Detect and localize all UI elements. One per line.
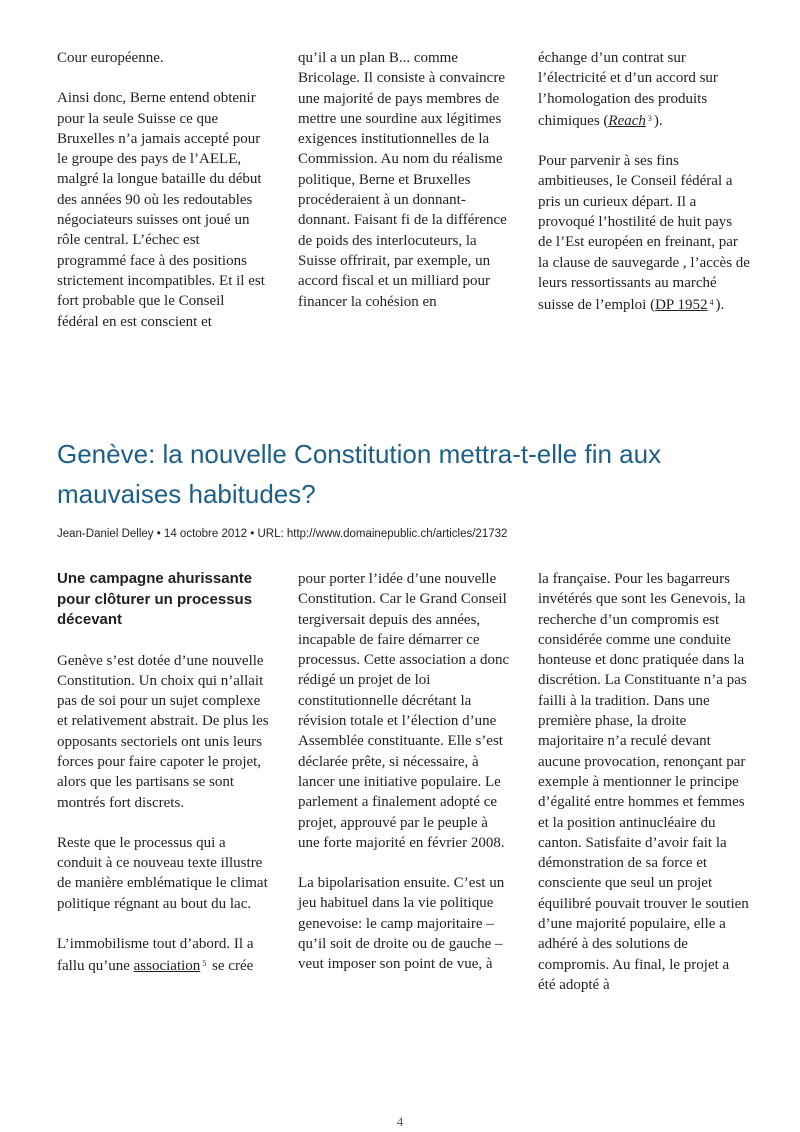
paragraph: [538, 48, 750, 131]
text-run: ).: [715, 297, 725, 314]
paragraph: La bipolarisation ensuite. C’est un jeu habituel dans la vie politique genevoise: le camp majoritaire – qu’il soit de droite ou de gauche – veut imposer son point de vue, à: [298, 875, 505, 973]
text-run: Pour parvenir à ses fins ambitieuses, le Conseil fédéral a pris un curieux départ. Il a provoqué l’hostilité de huit pays de l’Est européen en freinant, par la clause de sauvegarde , l’accès de leurs ressortissants au marché suisse de l’emploi (: [538, 153, 750, 314]
paragraph: pour porter l’idée d’une nouvelle Constitution. Car le Grand Conseil tergiversait depuis des années, incapable de faire démarrer ce processus. Cette association a donc rédigé un projet de loi constitutionnelle décrétant la révision totale et l’élection d’une Assemblée constituante. Elle s’est déclarée prête, si nécessaire, à lancer une initiative populaire. Le parlement a finalement adopté ce projet, approuvé par le peuple à une forte majorité en février 2008.: [298, 571, 510, 851]
text-run: échange d’un contrat sur l’électricité et d’un accord sur l’homologation des produits chimiques (: [538, 50, 718, 129]
article-byline: Jean-Daniel Delley • 14 octobre 2012 • URL: http://www.domainepublic.ch/articles/21732: [57, 528, 508, 540]
article-column-3: [538, 569, 750, 995]
section-subheading: Une campagne ahurissante pour clôturer un processus décevant: [57, 570, 253, 628]
paragraph: [57, 934, 269, 977]
paragraph: qu’il a un plan B... comme Bricolage. Il consiste à convaincre une majorité de pays membres de mettre une sourdine aux légitimes exigences institutionnelles de la Commission. Au nom du réalisme politique, Berne et Bruxelles procéderaient à un donnant-donnant. Faisant fi de la différence de poids des interlocuteurs, la Suisse offrirait, par exemple, un accord fiscal et un milliard pour financer la cohésion en: [298, 50, 507, 310]
paragraph: [538, 151, 750, 315]
dp-1952-link[interactable]: DP 1952: [655, 297, 708, 314]
paragraph: Ainsi donc, Berne entend obtenir pour la seule Suisse ce que Bruxelles n’a jamais accepté pour le groupe des pays de l’AELE, malgré la longue bataille du début des années 90 où les redoutables négociateurs suisses ont joué un rôle central. L’échec est programmé face à des positions strictement incompatibles. Et il est fort probable que le Conseil fédéral en est conscient et: [57, 90, 265, 330]
footnote-ref: 5: [202, 959, 207, 969]
association-link[interactable]: association: [133, 958, 201, 975]
page-number: 4: [396, 1114, 404, 1129]
top-column-2: [298, 48, 510, 312]
article-column-1: [57, 569, 269, 977]
text-run: L’immobilisme tout d’abord. Il a fallu qu’une: [57, 936, 254, 975]
article-title: Genève: la nouvelle Constitution mettra-t-elle fin aux mauvaises habitudes?: [57, 439, 662, 509]
paragraph: Reste que le processus qui a conduit à ce nouveau texte illustre de manière emblématique le climat politique régnant au bout du lac.: [57, 834, 268, 912]
text-run: se crée: [208, 958, 254, 975]
article-column-2: [298, 569, 510, 975]
footnote-ref: 3: [647, 113, 652, 123]
footnote-ref: 4: [709, 298, 714, 308]
paragraph: Cour européenne.: [57, 50, 164, 66]
text-run: ).: [653, 112, 663, 129]
top-column-1: [57, 48, 269, 332]
reach-link[interactable]: Reach: [608, 112, 646, 129]
paragraph: Genève s’est dotée d’une nouvelle Constitution. Un choix qui n’allait pas de soi pour un sujet complexe et relativement abstrait. De plus les opposants sectoriels ont unis leurs forces pour faire capoter le projet, alors que les partisans se sont montrés fort discrets.: [57, 652, 269, 811]
top-column-3: [538, 48, 750, 316]
paragraph: la française. Pour les bagarreurs invétérés que sont les Genevois, la recherche d’un compromis est considérée comme une conduite honteuse et donc pratiquée dans la discrétion. La Constituante n’a pas failli à la tradition. Dans une première phase, la droite majoritaire n’a reculé devant aucune provocation, renonçant par exemple à mentionner le principe d’égalité entre hommes et femmes et la position antinucléaire du canton. Satisfaite d’avoir fait la démonstration de sa force et consciente que seul un projet équilibré pouvait trouver le soutien d’une majorité populaire, elle a adhéré à des solutions de compromis. Au final, le projet a été adopté à: [538, 571, 749, 993]
